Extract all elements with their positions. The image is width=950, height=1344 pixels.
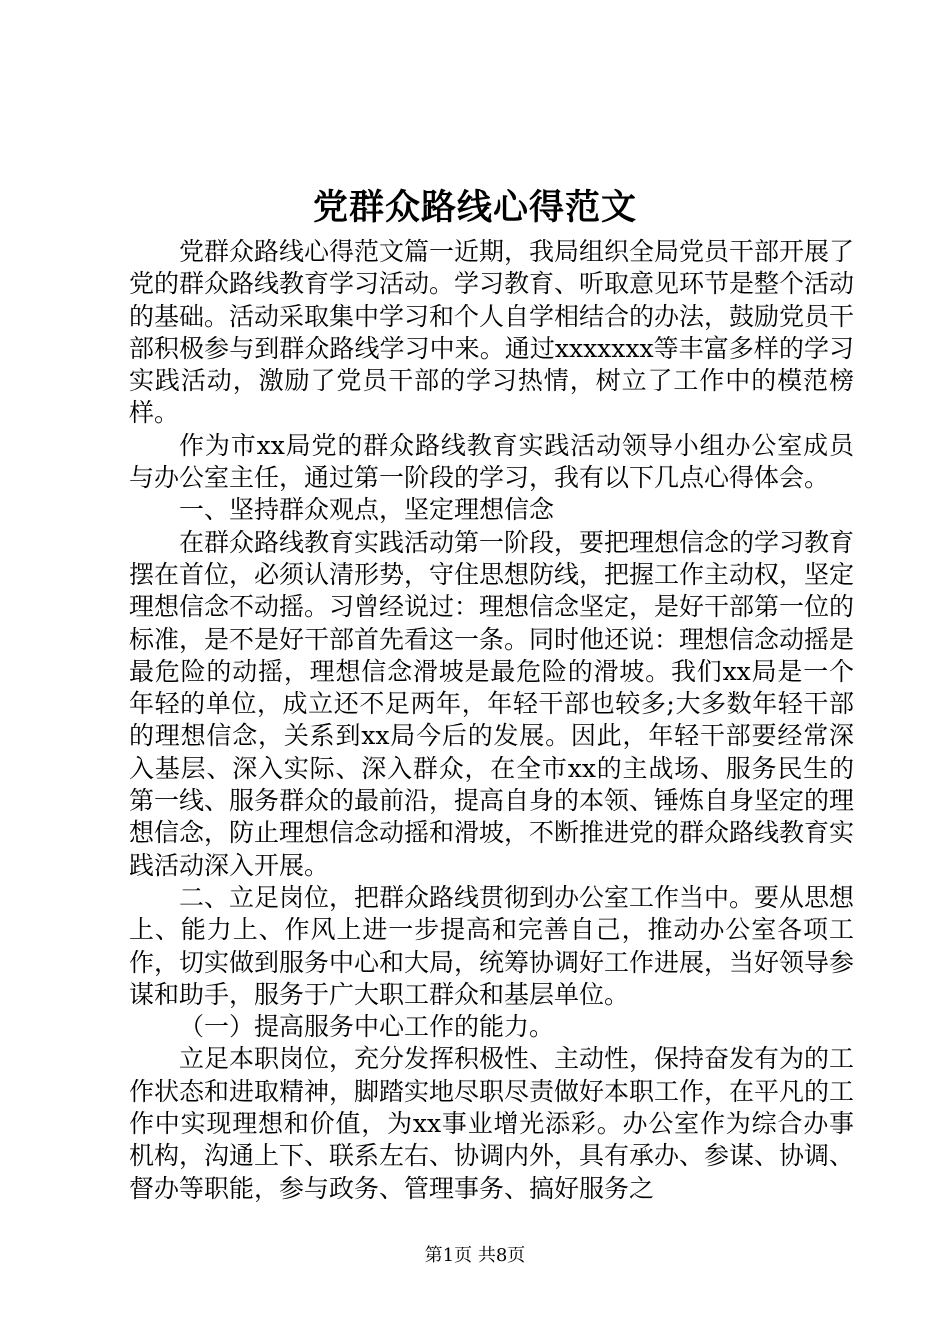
paragraph-role: 作为市xx局党的群众路线教育实践活动领导小组办公室成员与办公室主任，通过第一阶段的学习，我有以下几点心得体会。 (129, 430, 854, 493)
subsection-heading-1: （一）提高服务中心工作的能力。 (179, 1012, 555, 1042)
paragraph-post: 立足本职岗位，充分发挥积极性、主动性，保持奋发有为的工作状态和进取精神，脚踏实地尽职尽责做好本职工作，在平凡的工作中实现理想和价值，为xx事业增光添彩。办公室作为综合办事机构，沟通上下、联系左右、协调内外，具有承办、参谋、协调、督办等职能，参与政务、管理事务、搞好服务之 (129, 1044, 855, 1203)
paragraph-ideals: 在群众路线教育实践活动第一阶段，要把理想信念的学习教育摆在首位，必须认清形势，守住思想防线，把握工作主动权，坚定理想信念不动摇。习曾经说过：理想信念坚定，是好干部第一位的标准，是不是好干部首先看这一条。同时他还说：理想信念动摇是最危险的动摇，理想信念滑坡是最危险的滑坡。我们xx局是一个年轻的单位，成立还不足两年，年轻干部也较多;大多数年轻干部的理想信念，关系到xx局今后的发展。因此，年轻干部要经常深入基层、深入实际、深入群众，在全市xx的主战场、服务民生的第一线、服务群众的最前沿，提高自身的本领、锤炼自身坚定的理想信念，防止理想信念动摇和滑坡，不断推进党的群众路线教育实践活动深入开展。 (129, 527, 855, 880)
document-body (129, 236, 854, 1205)
section-heading-2: 二、立足岗位，把群众路线贯彻到办公室工作当中。要从思想上、能力上、作风上进一步提高和完善自己，推动办公室各项工作，切实做到服务中心和大局，统筹协调好工作进展，当好领导参谋和助手，服务于广大职工群众和基层单位。 (129, 882, 855, 1009)
paragraph-intro: 党群众路线心得范文篇一近期，我局组织全局党员干部开展了党的群众路线教育学习活动。学习教育、听取意见环节是整个活动的基础。活动采取集中学习和个人自学相结合的办法，鼓励党员干部积极参与到群众路线学习中来。通过xxxxxxx等丰富多样的学习实践活动，激励了党员干部的学习热情，树立了工作中的模范榜样。 (129, 237, 855, 428)
document-title: 党群众路线心得范文 (312, 187, 637, 228)
section-heading-1: 一、坚持群众观点，坚定理想信念 (179, 495, 555, 525)
page-number-footer: 第1页 共8页 (424, 1245, 526, 1266)
